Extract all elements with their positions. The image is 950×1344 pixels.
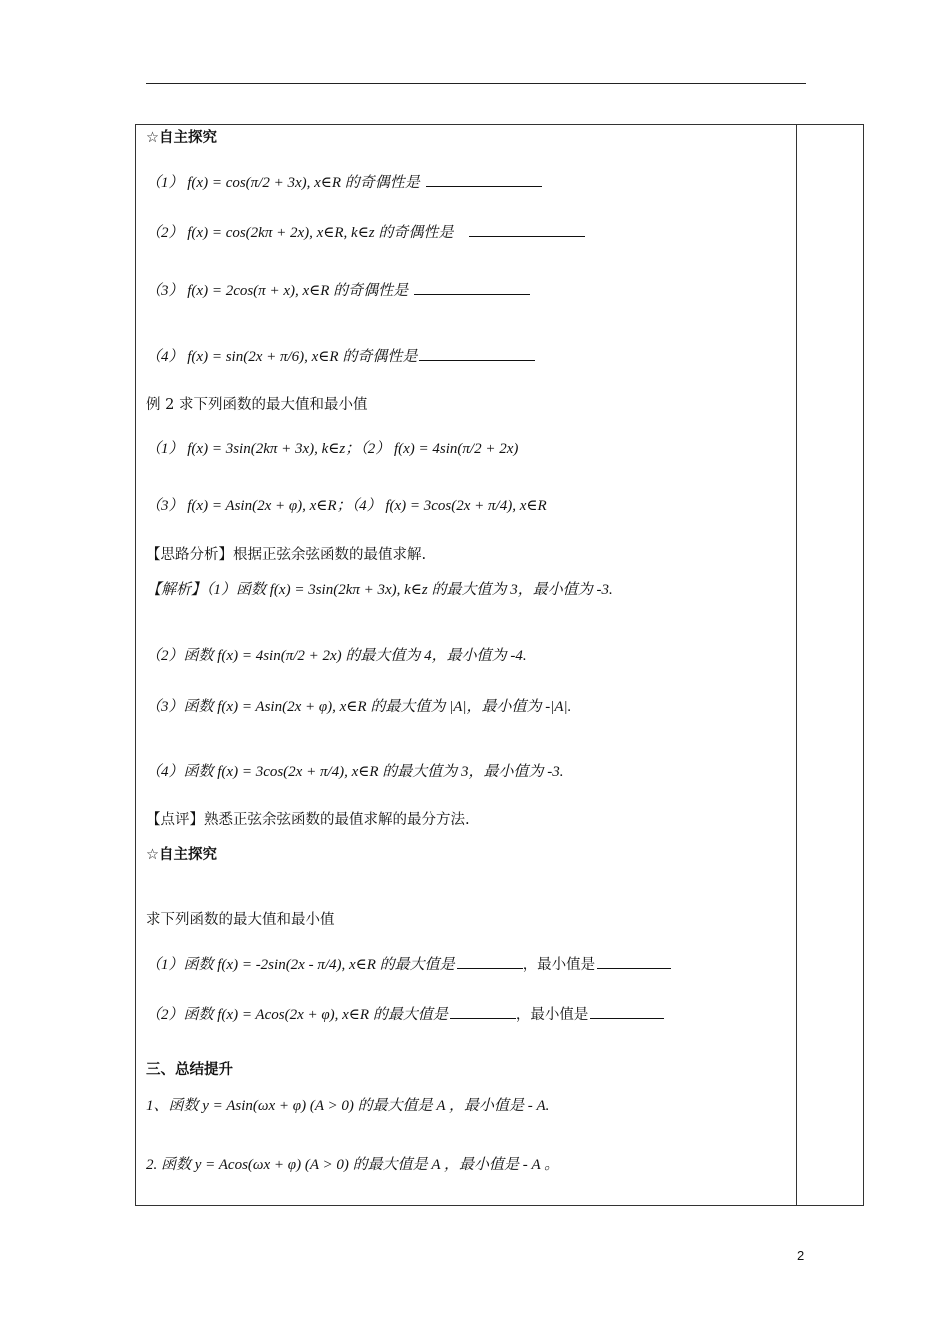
solution-1: 【解析】（1）函数 f(x) = 3sin(2kπ + 3x), k∈z 的最大值为 3，最小值为 -3.	[146, 582, 613, 598]
summary-2: 2. 函数 y = Acos(ωx + φ) (A > 0) 的最大值是 A ，最小值是 - A 。	[146, 1157, 560, 1173]
summary-1: 1、函数 y = Asin(ωx + φ) (A > 0) 的最大值是 A ，最小值是 - A.	[146, 1098, 550, 1114]
answer-blank[interactable]	[419, 346, 535, 361]
task-2-text: （2）函数 f(x) = Acos(2x + φ), x∈R 的最大值是	[146, 1007, 448, 1023]
question-1-text: （1） f(x) = cos(π/2 + 3x), x∈R 的奇偶性是	[146, 175, 420, 191]
analysis-text: 【思路分析】根据正弦余弦函数的最值求解.	[146, 547, 427, 563]
header-rule	[146, 83, 806, 84]
task-1	[146, 954, 671, 975]
question-3	[146, 280, 530, 301]
max-blank[interactable]	[450, 1004, 516, 1019]
summary-heading: 三、总结提升	[146, 1062, 233, 1078]
question-4	[146, 346, 535, 367]
column-divider	[796, 124, 797, 1206]
question-2-text: （2） f(x) = cos(2kπ + 2x), x∈R, k∈z 的奇偶性是	[146, 225, 454, 241]
example-2-items-3-4: （3） f(x) = Asin(2x + φ), x∈R；（4） f(x) = 3cos(2x + π/4), x∈R	[146, 498, 547, 514]
section-heading-explore: ☆自主探究	[146, 130, 217, 146]
question-3-text: （3） f(x) = 2cos(π + x), x∈R 的奇偶性是	[146, 283, 409, 299]
answer-blank[interactable]	[426, 172, 542, 187]
question-1	[146, 172, 542, 193]
min-blank[interactable]	[590, 1004, 664, 1019]
comment-text: 【点评】熟悉正弦余弦函数的最值求解的最分方法.	[146, 812, 470, 828]
question-4-text: （4） f(x) = sin(2x + π/6), x∈R 的奇偶性是	[146, 349, 418, 365]
page-number: 2	[797, 1248, 805, 1263]
solution-2: （2）函数 f(x) = 4sin(π/2 + 2x) 的最大值为 4，最小值为 -4.	[146, 648, 527, 664]
solution-4: （4）函数 f(x) = 3cos(2x + π/4), x∈R 的最大值为 3，最小值为 -3.	[146, 764, 564, 780]
task-2-min-label: ，最小值是	[515, 1007, 589, 1023]
question-2	[146, 222, 585, 243]
answer-blank[interactable]	[414, 280, 530, 295]
task-title: 求下列函数的最大值和最小值	[146, 912, 335, 928]
task-2	[146, 1004, 664, 1025]
min-blank[interactable]	[597, 954, 671, 969]
example-2-title: 例 2 求下列函数的最大值和最小值	[146, 397, 368, 413]
task-1-min-label: ，最小值是	[522, 957, 596, 973]
example-2-items-1-2: （1） f(x) = 3sin(2kπ + 3x), k∈z；（2） f(x) = 4sin(π/2 + 2x)	[146, 441, 519, 457]
section-heading-explore-2: ☆自主探究	[146, 847, 217, 863]
max-blank[interactable]	[457, 954, 523, 969]
solution-3: （3）函数 f(x) = Asin(2x + φ), x∈R 的最大值为 |A|，最小值为 -|A|.	[146, 699, 572, 715]
answer-blank[interactable]	[469, 222, 585, 237]
task-1-text: （1）函数 f(x) = -2sin(2x - π/4), x∈R 的最大值是	[146, 957, 455, 973]
